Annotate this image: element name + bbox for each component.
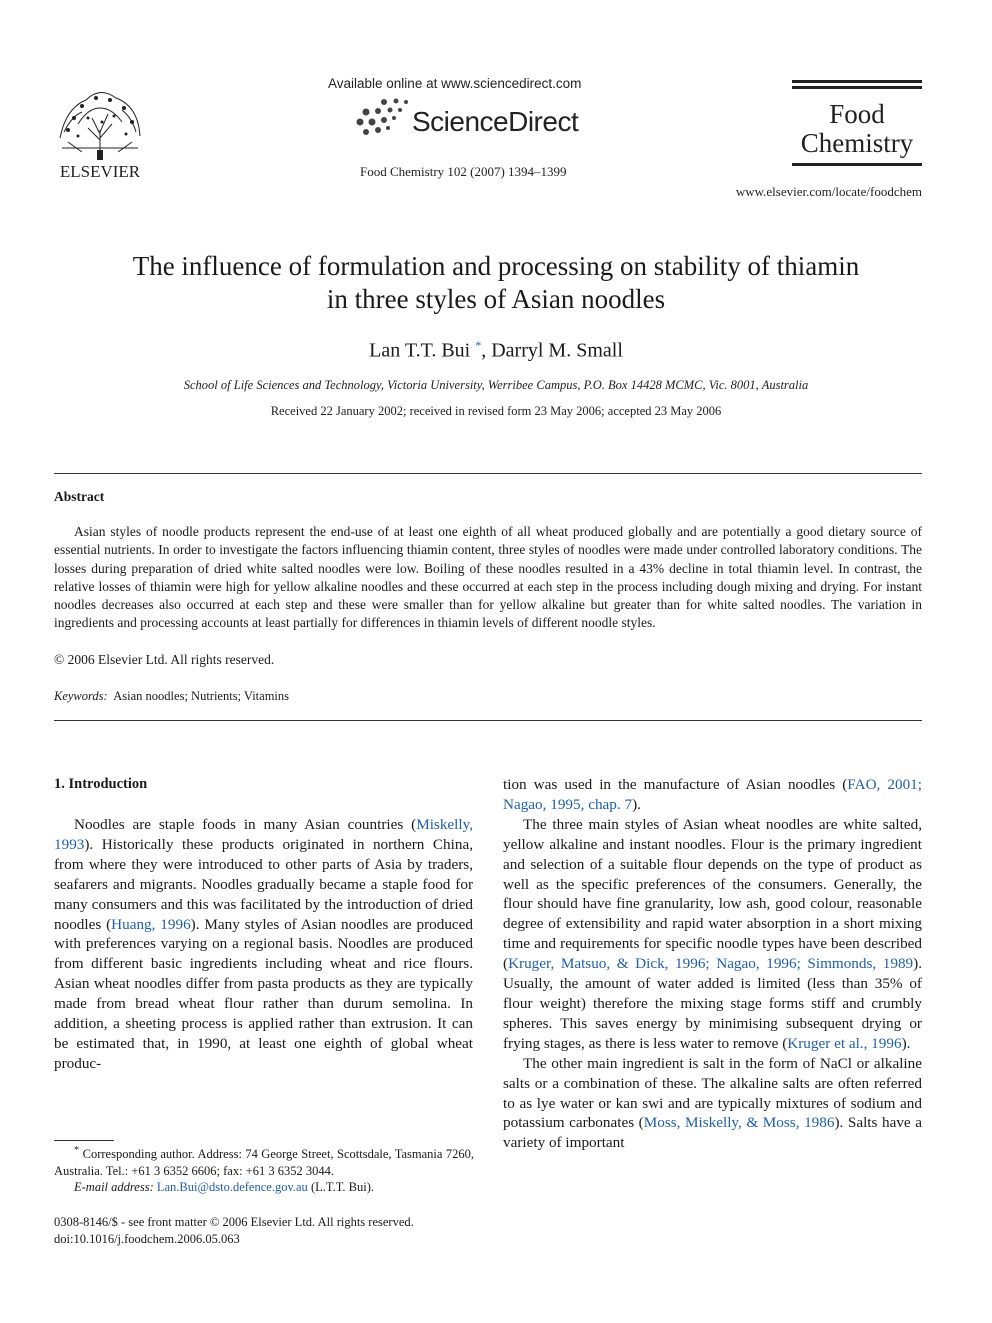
abstract-top-rule [54,473,922,474]
footnote [54,1143,474,1196]
text-run: The other main ingredient is salt in the form of NaCl or alkaline salts or a combination of these. The alkaline salts are often referred to as lye water or kan swi and are typically mixtures of sodium and potassium carbonates ( [503,1054,922,1132]
footnote-text: Corresponding author. Address: 74 George Street, Scottsdale, Tasmania 7260, Australia. Tel.: +61 3 6352 6606; fax: +61 3 6352 3044. [54,1147,474,1178]
text-run: The three main styles of Asian wheat noodles are white salted, yellow alkaline and instant noodles. Flour is the primary ingredient and selection of a suitable flour depends on the type of product as well as the specific preferences of the consumers. Generally, the flour should have fine granularity, low ash, good colour, reasonable degree of extensibility and rapid water absorption in a short mixing time and requirements for specific noodle types have been described ( [503,815,922,973]
author-separator: , [481,339,492,362]
keywords-list: Asian noodles; Nutrients; Vitamins [113,689,290,703]
sciencedirect-logo-text: ScienceDirect [412,106,579,137]
journal-title-line2: Chemistry [800,128,914,158]
footnote-corresponding [54,1143,474,1179]
journal-title-top-rule [792,80,922,89]
journal-url-link[interactable]: www.elsevier.com/locate/foodchem [735,184,922,199]
citation-link[interactable]: Kruger et al., 1996 [787,1034,902,1052]
footnote-rule [54,1140,114,1141]
journal-title-line1: Food [829,99,885,129]
author-small: Darryl M. Small [491,339,623,362]
left-column [54,815,473,1074]
text-run: ). [901,1034,911,1052]
email-suffix: (L.T.T. Bui). [307,1180,374,1195]
doi-line: doi:10.1016/j.foodchem.2006.05.063 [54,1231,240,1246]
email-link[interactable]: Lan.Bui@dsto.defence.gov.au [156,1180,308,1195]
text-run: ). [632,795,641,813]
citation-link[interactable]: Huang, 1996 [111,915,191,933]
abstract-copyright: © 2006 Elsevier Ltd. All rights reserved. [54,652,275,667]
paragraph [503,815,922,1054]
front-matter [54,1214,414,1247]
journal-reference: Food Chemistry 102 (2007) 1394–1399 [360,164,567,179]
section-heading-introduction: 1. Introduction [54,776,148,792]
abstract-bottom-rule [54,720,922,721]
citation-link[interactable]: FAO, 2001; Nagao, 1995, chap. 7 [503,776,922,813]
text-run: ). Historically these products originated in northern China, from where they were introduced to other parts of Asia by traders, seafarers and migrants. Noodles gradually became a staple food for many consumers and this was facilitated by the introduction of dried noodles ( [54,835,473,933]
citation-link[interactable]: Moss, Miskelly, & Moss, 1986 [643,1114,835,1132]
keywords-label: Keywords: [54,689,108,703]
paragraph [503,775,922,815]
footnote-email [54,1179,474,1196]
abstract-text: Asian styles of noodle products represent the end-use of at least one eighth of all wheat produced globally and are potentially a good dietary source of essential nutrients. In order to investigate the factors influencing thiamin content, three styles of noodles were made under controlled laboratory conditions. The losses during preparation of dried white salted noodles were low. Boiling of these noodles resulted in a 43% decline in total thiamin level. In contrast, the relative losses of thiamin were high for yellow alkaline noodles and these occurred at each step in the process including dough mixing and drying. For instant noodles decreases also occurred at each step and these were smaller than for yellow alkaline but greater than for white salted noodles. The variation in ingredients and processing accounts at least partially for differences in thiamin levels of different noodle styles. [54,524,922,631]
text-run: tion was used in the manufacture of Asian noodles ( [503,776,848,793]
citation-link[interactable]: Kruger, Matsuo, & Dick, 1996; Nagao, 1996; Simmonds, 1989 [508,955,914,973]
article-title-line2: in three styles of Asian noodles [326,284,666,314]
article-title [40,250,952,316]
text-run: ). Usually, the amount of water added is limited (less than 35% of flour weight) therefore the mixing stage forms stiff and crumbly spheres. This saves energy by minimising subsequent drying or frying stages, as there is less water to remove ( [503,955,922,1052]
elsevier-tree-logo [52,78,148,182]
affiliation: School of Life Sciences and Technology, Victoria University, Werribee Campus, P.O. Box 14428 MCMC, Vic. 8001, Australia [183,378,809,392]
citation-link[interactable]: Miskelly, 1993 [54,816,473,853]
article-title-line1: The influence of formulation and processing on stability of thiamin [132,251,860,281]
journal-title-bottom-rule [792,163,922,166]
issn-line: 0308-8146/$ - see front matter © 2006 Elsevier Ltd. All rights reserved. [54,1215,414,1229]
corresponding-author-mark[interactable]: * [475,338,482,352]
footnote-mark: * [74,1145,80,1156]
sciencedirect-dots-icon [354,96,410,140]
text-run: Noodles are staple foods in many Asian countries ( [74,816,417,833]
text-run: ). Salts have a variety of important [503,1114,922,1152]
journal-title [792,100,922,158]
publisher-name: ELSEVIER [59,162,141,181]
keywords [54,689,289,704]
author-bui: Lan T.T. Bui [369,339,471,362]
author-list [40,338,952,363]
abstract-heading: Abstract [54,489,105,504]
available-online-text: Available online at www.sciencedirect.com [328,76,582,91]
text-run: ). Many styles of Asian noodles are produced with preferences varying on a regional basis. Noodles are produced from different basic ingredients including wheat and rice flours. Asian wheat noodles differ from pasta products as they are typically made from bread wheat flour rather than durum semolina. In addition, a sheeting process is applied rather than extrusion. It can be estimated that, in 1990, at least one eighth of global wheat produc- [54,915,473,1072]
right-column [503,775,922,1153]
paragraph [54,815,473,1074]
history-dates: Received 22 January 2002; received in revised form 23 May 2006; accepted 23 May 2006 [270,404,722,418]
paragraph [503,1054,922,1154]
email-label: E-mail address: [74,1180,154,1195]
